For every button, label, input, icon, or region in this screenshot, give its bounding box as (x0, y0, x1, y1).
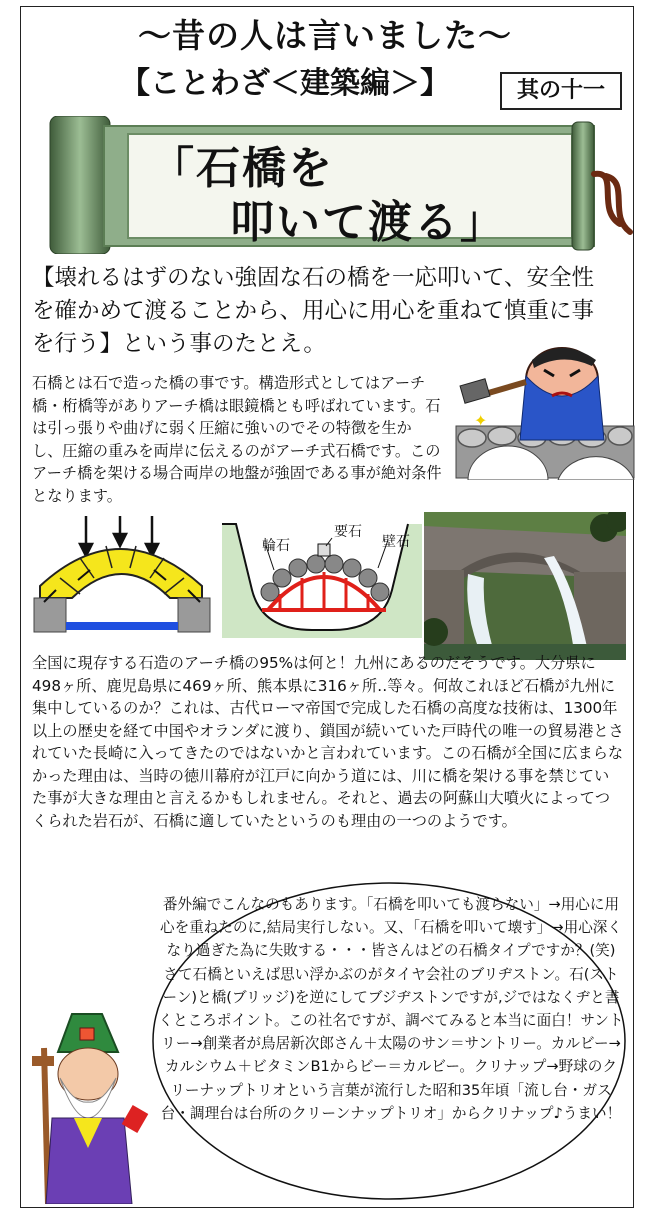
scroll-tassel-icon (590, 170, 634, 236)
paragraph-stone-bridge: 石橋とは石で造った橋の事です。構造形式としてはアーチ橋・桁橋等がありアーチ橋は眼鏡橋とも呼ばれています。石は引っ張りや曲げに弱く圧縮に強いのでその特徴を生かし、圧縮の重みを両岸に伝えるのがアーチ式石橋です。このアーチ橋を架ける場合両岸の地盤が強固である事が絶対条件となります。 (32, 374, 442, 505)
stone-bridge-waterfall-photo (424, 512, 626, 660)
definition-lead: 【壊れるはずのない強固な石の橋を一応叩いて、安全性を確かめて渡ることから、用心に用心を重ねて慎重に事を行う】という事のたとえ。 (32, 265, 595, 357)
issue-badge: 其の十一 (500, 72, 622, 110)
arch-compression-diagram (30, 512, 220, 640)
page-title: ～昔の人は言いました～ (138, 16, 512, 55)
page-subtitle: 【ことわざ＜建築編＞】 (120, 66, 450, 101)
proverb-line-2: 叩いて渡る」 (230, 197, 506, 248)
samurai-tapping-bridge-illustration (448, 330, 638, 480)
old-sage-character-illustration (22, 1008, 152, 1204)
ring-stone-label: 輪石 (262, 538, 290, 554)
proverb-line-1: 「石橋を (150, 143, 334, 194)
keystone-label: 要石 (334, 524, 362, 540)
svg-text:✦: ✦ (474, 411, 488, 430)
wall-stone-label: 壁石 (382, 534, 410, 550)
paragraph-kyushu-bridges: 全国に現存する石造のアーチ橋の95%は何と！九州にあるのだそうです。大分県に498ヶ所、鹿児島県に469ヶ所、熊本県に316ヶ所‥等々。何故これほど石橋が九州に集中しているのか？これは、古代ローマ帝国で完成した石橋の高度な技術は、1300年以上の歴史を経て中国やオランダに渡り、鎖国が続いていた戸時代の唯一の貿易港とされていた長崎に入ってきたのではないかと言われています。この石橋が全国に広まらなかった理由は、当時の徳川幕府が江戸に向かう道には、川に橋を架ける事を禁じていた事が大きな理由と言えるかもしれません。それと、過去の阿蘇山大噴火によってつくられた岩石が、石橋に適していたというのも理由の一つのようです。 (32, 654, 624, 830)
bonus-trivia-text: 番外編でこんなのもあります。「石橋を叩いても渡らない」→用心に用心を重ねたのに,結局実行しない。又、「石橋を叩いて壊す」→用心深くなり過ぎた為に失敗する・・・皆さんはどの石橋タイプですか？(笑) さて石橋といえば思い浮かぶのがタイヤ会社のブリヂストン。石(ストーン)と橋(ブリッジ)を逆にしてブジヂストンですが,ジではなくヂと書くところポイント。この社名ですが、調べてみると本当に面白！サントリー→創業者が鳥居新次郎さん＋太陽のサン＝サントリー。カルビー→カルシウム＋ビタミンB1からビー＝カルビー。クリナップ→野球のクリーナップトリオという言葉が流行した昭和35年頃「流し台・ガス台・調理台は台所のクリーンナップトリオ」からクリナップ♪うまい！ (158, 896, 631, 1122)
